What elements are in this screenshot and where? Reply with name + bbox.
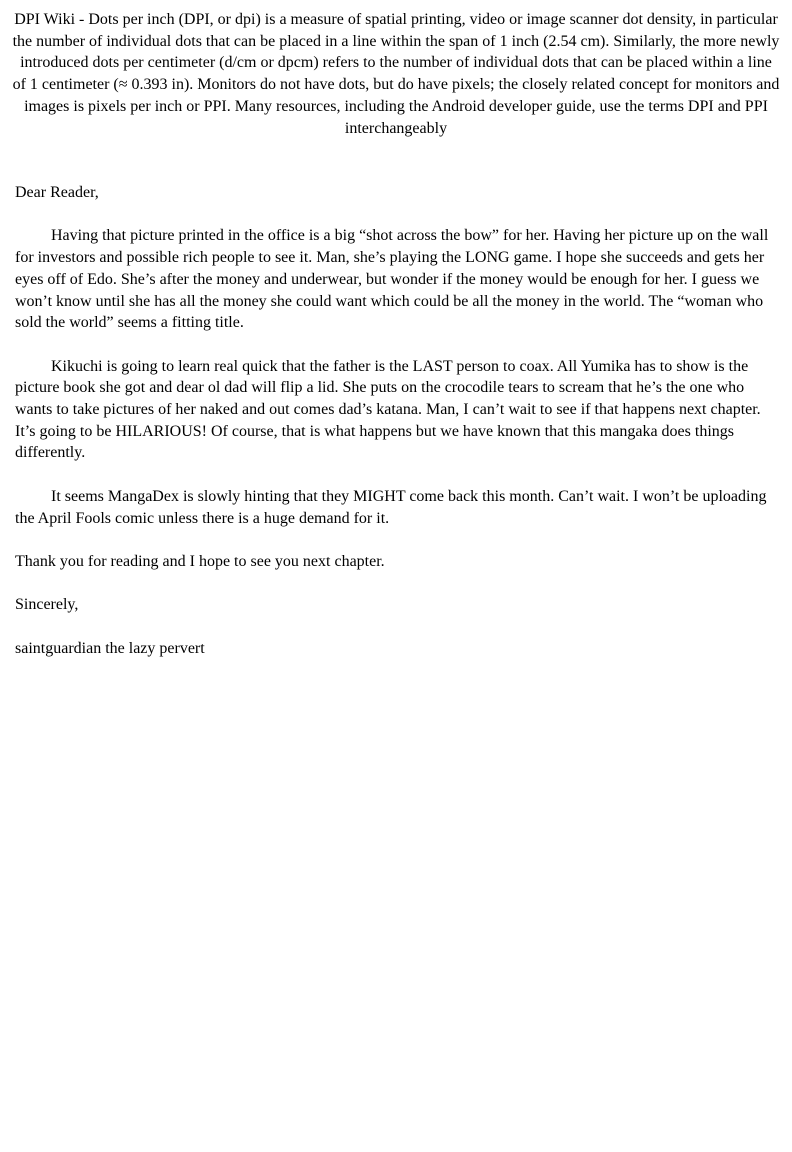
salutation: Dear Reader,: [15, 184, 99, 201]
closing-line: Sincerely,: [15, 596, 79, 614]
dpi-definition-note: [12, 9, 780, 139]
letter-body: [15, 182, 782, 681]
thanks-line: Thank you for reading and I hope to see you next chapter.: [15, 552, 385, 570]
dpi-definition-text: Dots per inch (DPI, or dpi) is a measure of spatial printing, video or image scanner dot density, in particular the number of individual dots that can be placed in a line within the span of 1 inch (2.54 cm). Similarly, the more newly introduced dots per centimeter (d/cm or dpcm) refers to the number of individual dots that can be placed within a line of 1 centimeter (≈ 0.393 in). Monitors do not have dots, but do have pixels; the closely related concept for monitors and images is pixels per inch or PPI. Many resources, including the Android developer guide, use the terms DPI and PPI interchangeably: [12, 11, 780, 137]
letter-paragraph-1: Having that picture printed in the office is a big “shot across the bow” for her. Having her picture up on the wall for investors and possible rich people to see it. Man, she’s playing the LONG game. I hope she succeeds and gets her eyes off of Edo. She’s after the money and underwear, but wonder if the money would be enough for her. I guess we won’t know until she has all the money she could want which could be all the money in the world. The “woman who sold the world” seems a fitting title.: [15, 227, 769, 332]
letter-paragraph-2: Kikuchi is going to learn real quick that the father is the LAST person to coax. All Yumika has to show is the picture book she got and dear ol dad will flip a lid. She puts on the crocodile tears to scream that he’s the one who wants to take pictures of her naked and out comes dad’s katana. Man, I can’t wait to see if that happens next chapter. It’s going to be HILARIOUS! Of course, that is what happens but we have known that this mangaka does things differently.: [15, 357, 761, 462]
signature: saintguardian the lazy pervert: [15, 639, 205, 657]
dpi-wiki-label: DPI Wiki -: [14, 11, 89, 28]
letter-paragraph-3: It seems MangaDex is slowly hinting that they MIGHT come back this month. Can’t wait. I won’t be uploading the April Fools comic unless there is a huge demand for it.: [15, 487, 767, 527]
